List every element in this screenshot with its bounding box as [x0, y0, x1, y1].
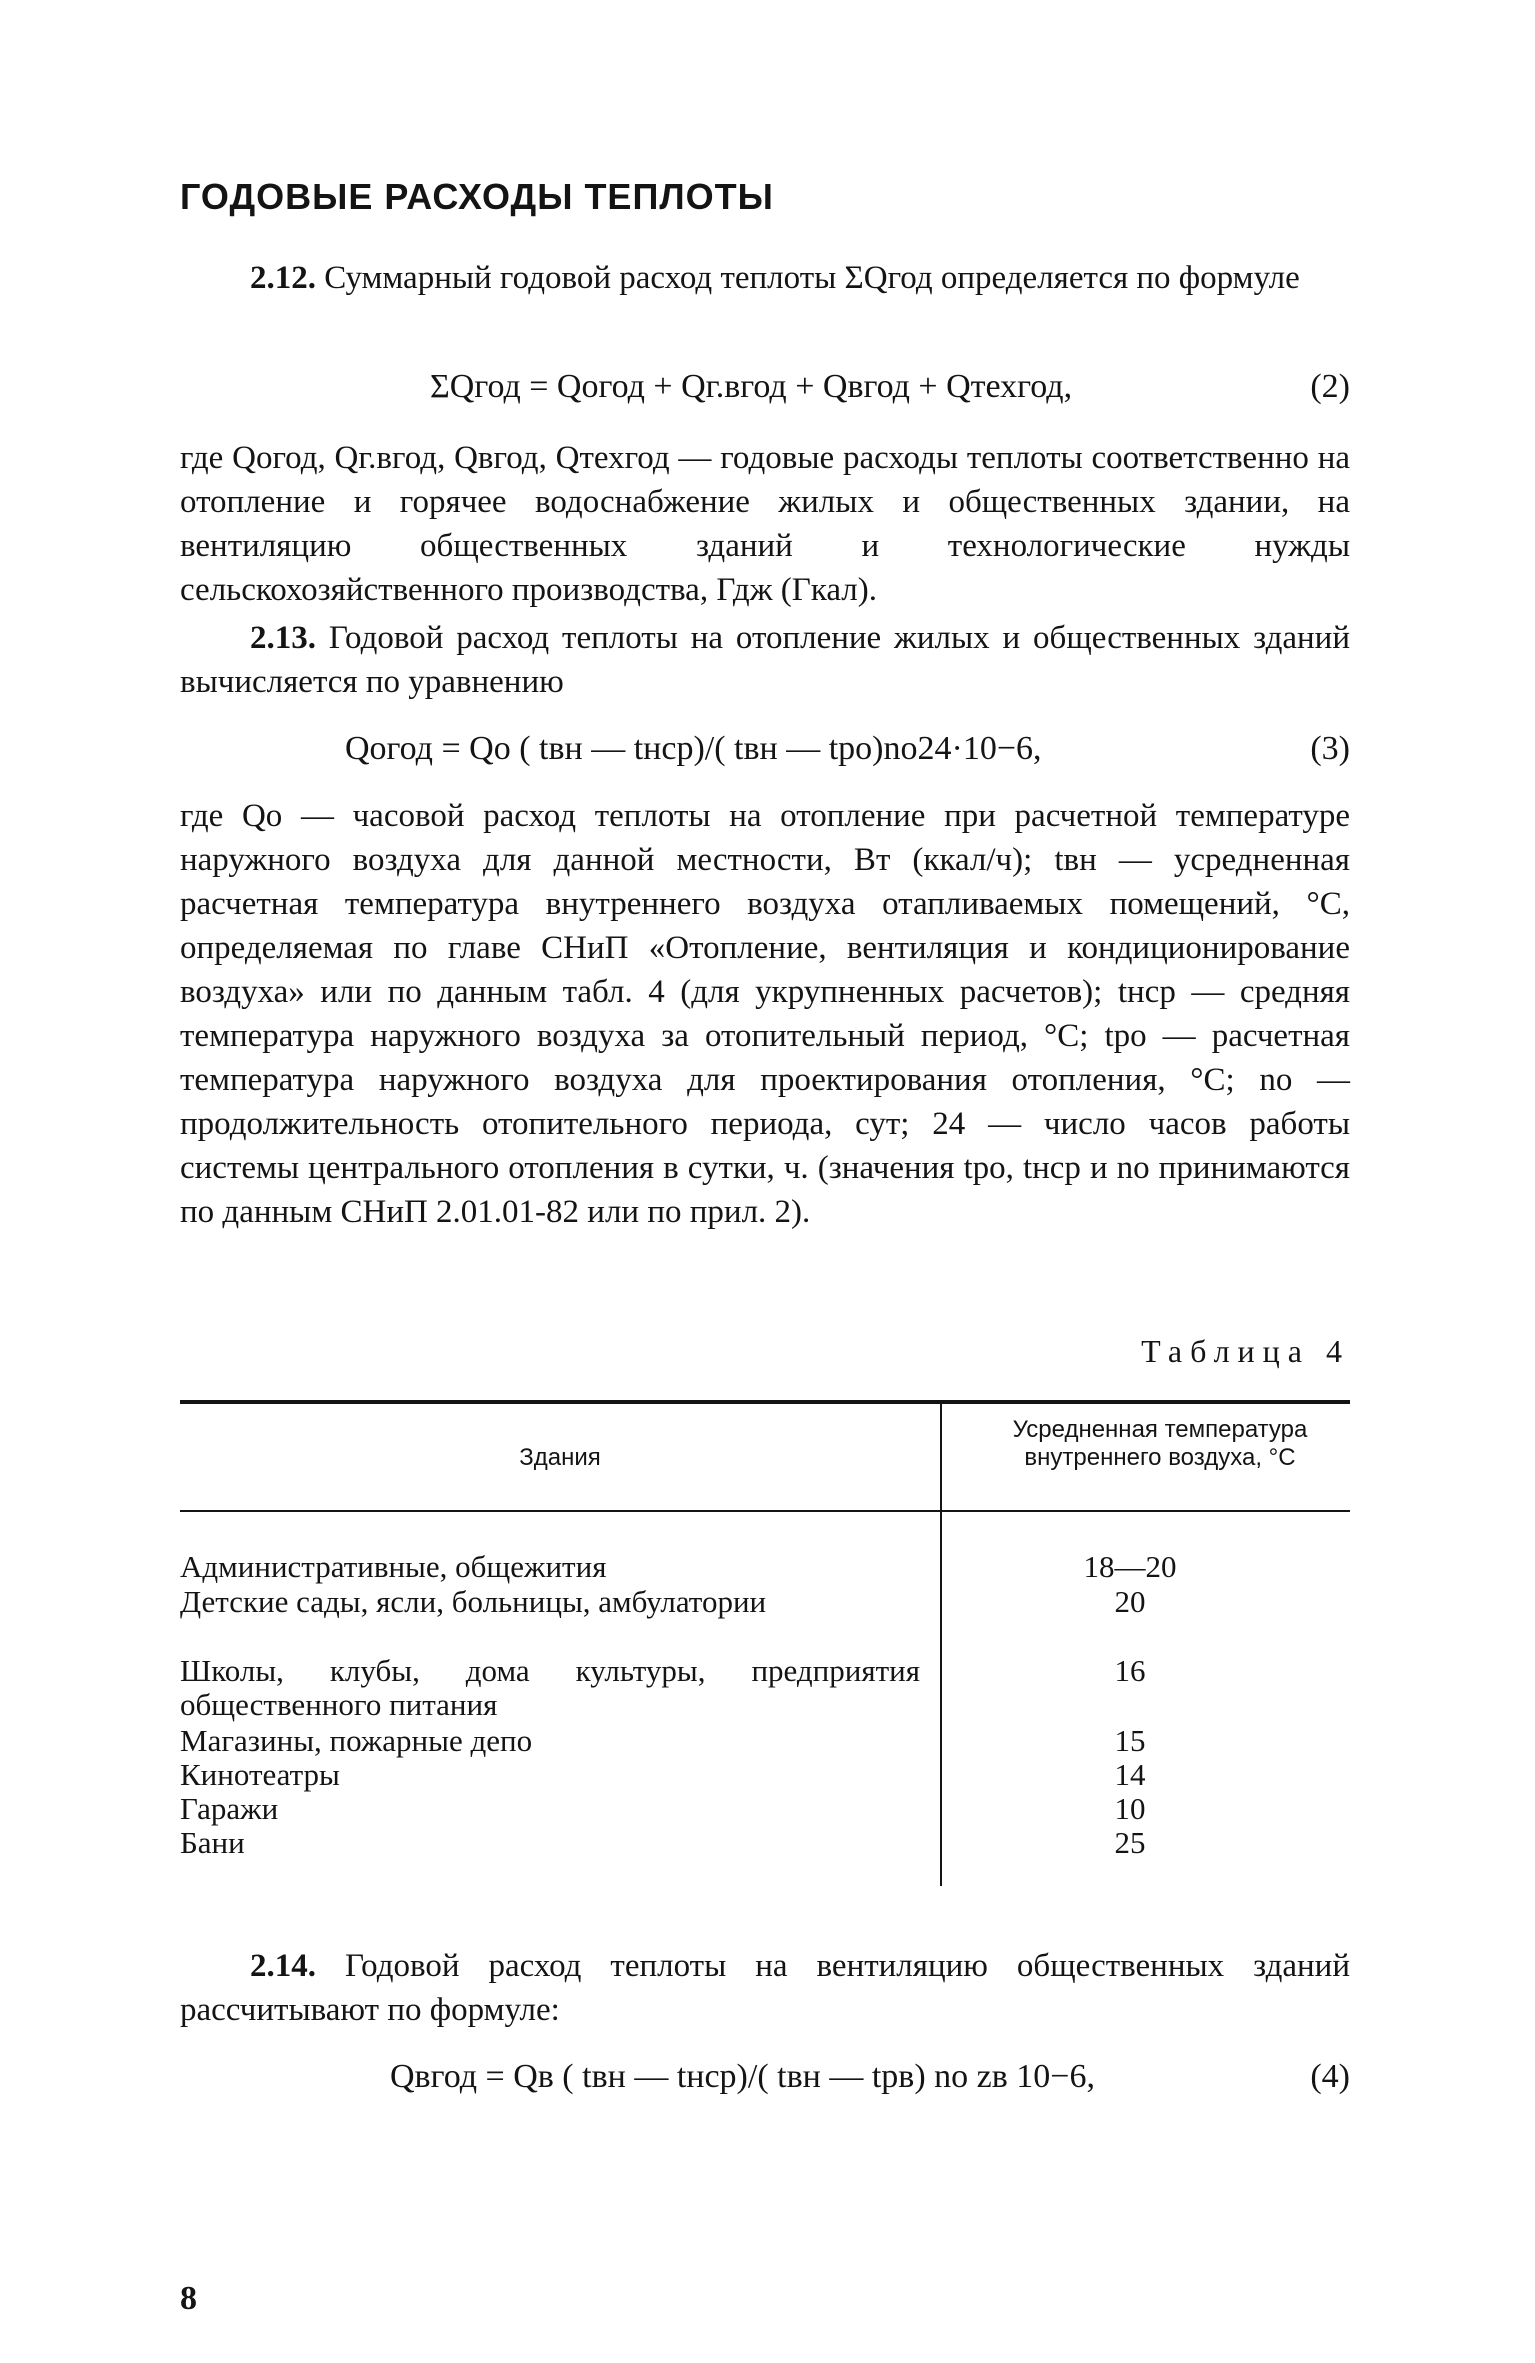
row-building: Кинотеатры: [180, 1757, 340, 1792]
table-body-divider: [940, 1512, 942, 1886]
paragraph-2-12: [180, 256, 1350, 300]
section-title: ГОДОВЫЕ РАСХОДЫ ТЕПЛОТЫ: [180, 176, 774, 217]
paragraph-number: 2.12.: [250, 260, 316, 296]
table-caption: Таблица 4: [1141, 1333, 1350, 1369]
table-top-rule: [180, 1400, 1350, 1404]
table-header-temperature: Усредненная температура внутреннего воздуха, °С: [1012, 1416, 1308, 1471]
formula-number: (2): [1310, 368, 1350, 405]
paragraph-text: Суммарный годовой расход теплоты ΣQгод определяется по формуле: [324, 260, 1300, 296]
paragraph-text: Годовой расход теплоты на вентиляцию общественных зданий рассчитывают по формуле:: [180, 1948, 1351, 2028]
row-building: Бани: [180, 1825, 245, 1860]
row-temperature: 18—20: [1083, 1549, 1177, 1584]
row-building: Школы, клубы, дома культуры, предприятия общественного питания: [180, 1653, 920, 1722]
row-building: Административные, общежития: [180, 1549, 607, 1584]
formula-body: ΣQгод = Qогод + Qг.вгод + Qвгод + Qтехгод,: [430, 368, 1073, 405]
formula-3: [180, 730, 1350, 790]
formula-number: (3): [1310, 730, 1350, 767]
row-temperature: 15: [1114, 1723, 1146, 1758]
table-header-divider: [940, 1404, 942, 1510]
formula-body: Qвгод = Qв ( tвн — tнср)/( tвн — tрв) nо zв 10−6,: [390, 2058, 1095, 2095]
row-building: Детские сады, ясли, больницы, амбулатории: [180, 1584, 767, 1619]
table-header-rule: [180, 1510, 1350, 1512]
row-temperature: 10: [1114, 1791, 1146, 1826]
row-building: Магазины, пожарные депо: [180, 1723, 533, 1758]
table-header-buildings: Здания: [519, 1444, 601, 1471]
paragraph-text: Годовой расход теплоты на отопление жилых и общественных зданий вычисляется по уравнению: [180, 620, 1351, 700]
formula-4: [180, 2058, 1350, 2118]
row-temperature: 20: [1114, 1584, 1146, 1619]
paragraph-number: 2.13.: [250, 620, 316, 656]
formula-2: [180, 368, 1350, 428]
row-building: Гаражи: [180, 1791, 279, 1826]
page-number: 8: [180, 2280, 197, 2317]
paragraph-2-12-explanation: где Qогод, Qг.вгод, Qвгод, Qтехгод — годовые расходы теплоты соответственно на отопление и горячее водоснабжение жилых и общественных здании, на вентиляцию общественных зданий и технологические нужды сельскохозяйственного производства, Гдж (Гкал).: [180, 440, 1350, 608]
formula-body: Qогод = Qо ( tвн — tнср)/( tвн — tро)nо24·10−6,: [345, 730, 1042, 767]
row-temperature: 14: [1114, 1757, 1146, 1792]
paragraph-number: 2.14.: [250, 1948, 316, 1984]
formula-number: (4): [1310, 2058, 1350, 2095]
row-temperature: 25: [1114, 1825, 1146, 1860]
row-temperature: 16: [1114, 1653, 1146, 1688]
paragraph-2-13-explanation: где Qо — часовой расход теплоты на отопление при расчетной температуре наружного воздуха для данной местности, Вт (ккал/ч); tвн — усредненная расчетная температура внутреннего воздуха отапливаемых помещений, °С, определяемая по главе СНиП «Отопление, вентиляция и кондиционирование воздуха» или по данным табл. 4 (для укрупненных расчетов); tнср — средняя температура наружного воздуха за отопительный период, °С; tро — расчетная температура наружного воздуха для проектирования отопления, °С; nо — продолжительность отопительного периода, сут; 24 — число часов работы системы центрального отопления в сутки, ч. (значения tро, tнср и nо принимаются по данным СНиП 2.01.01-82 или по прил. 2).: [180, 798, 1350, 1230]
paragraph-2-13: [180, 616, 1350, 704]
document-page: [180, 0, 1350, 2363]
paragraph-2-14: [180, 1944, 1350, 2032]
